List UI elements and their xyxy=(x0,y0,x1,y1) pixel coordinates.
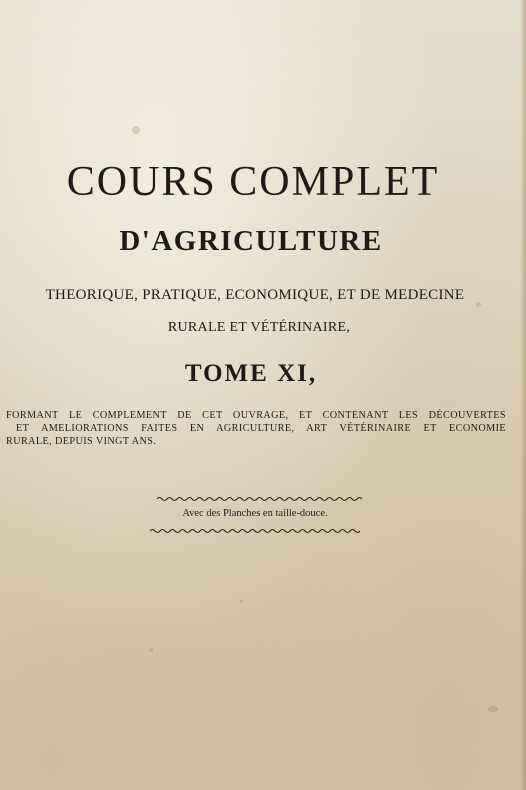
foxing-spot xyxy=(149,648,153,652)
foxing-spot xyxy=(488,706,498,712)
description-paragraph xyxy=(6,409,506,448)
ornamental-rule-top xyxy=(157,496,362,502)
title-line-2: D'AGRICULTURE xyxy=(119,225,383,257)
description-line-1: FORMANT LE COMPLEMENT DE CET OUVRAGE, ET CONTENANT LES DÉCOUVERTES xyxy=(6,410,506,421)
plates-note: Avec des Planches en taille-douce. xyxy=(182,508,328,519)
subtitle-line-1: THEORIQUE, PRATIQUE, ECONOMIQUE, ET DE MEDECINE xyxy=(45,287,465,303)
description-line-2: ET AMELIORATIONS FAITES EN AGRICULTURE, ART VÉTÉRINAIRE ET ECONOMIE xyxy=(16,423,506,434)
description-line-3: RURALE, DEPUIS VINGT ANS. xyxy=(6,436,157,447)
foxing-spot xyxy=(240,600,243,603)
title-line-1: COURS COMPLET xyxy=(66,159,440,205)
subtitle-line-2: RURALE ET VÉTÉRINAIRE, xyxy=(167,320,351,335)
volume-number: TOME XI, xyxy=(184,360,318,387)
ornamental-rule-bottom xyxy=(150,528,360,534)
foxing-spot xyxy=(132,126,140,134)
page-edge-shadow xyxy=(520,0,526,790)
